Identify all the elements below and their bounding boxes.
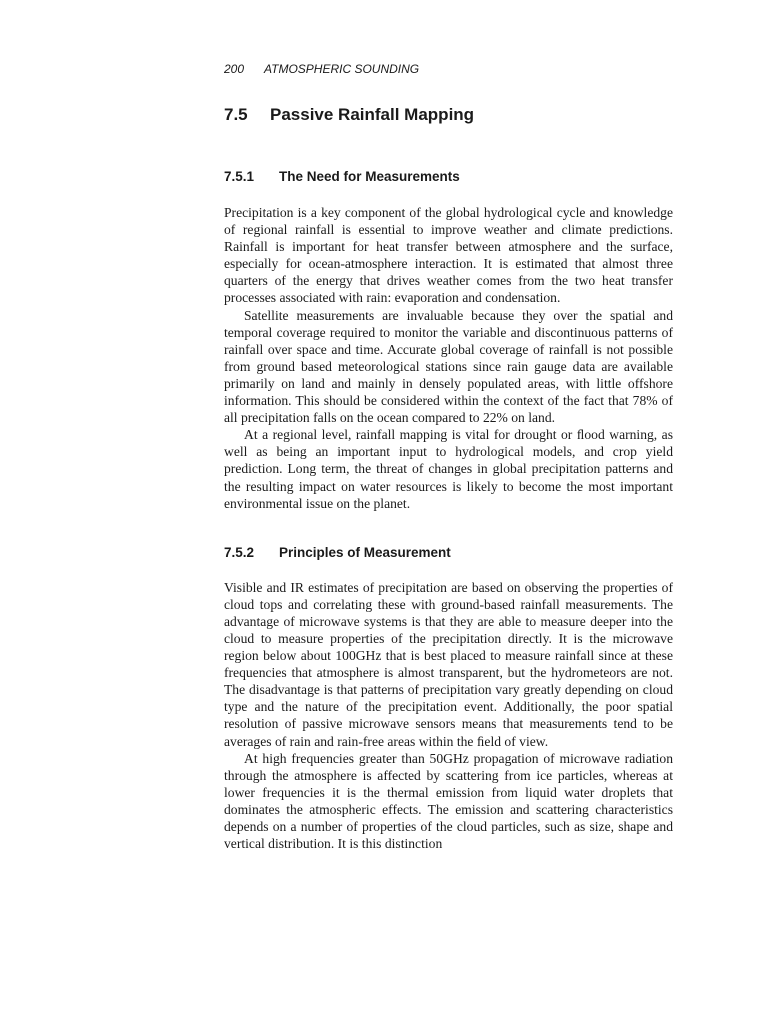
subsection-heading [224,167,673,187]
running-head [224,60,673,78]
paragraph: Precipitation is a key component of the global hydrological cycle and knowledge of regional rainfall is essential to improve weather and climate predictions. Rainfall is important for heat transfer between atmosphere and the surface, especially for ocean-atmosphere interaction. It is estimated that almost three quarters of the energy that drives weather comes from the two heat transfer processes associated with rain: evaporation and condensation. [224,205,673,306]
paragraph: Satellite measurements are invaluable because they over the spatial and temporal coverage required to monitor the variable and discontinuous patterns of rainfall over space and time. Accurate global coverage of rainfall is not possible from ground based meteorological stations since rain gauge data are available primarily on land and mainly in densely populated areas, with little offshore information. This should be considered within the context of the fact that 78% of all precipitation falls on the ocean compared to 22% on land. [224,307,673,426]
page-number: 200 [224,62,245,76]
section-title: Passive Rainfall Mapping [270,105,475,124]
paragraph: Visible and IR estimates of precipitation are based on observing the properties of cloud tops and correlating these with ground-based rainfall measurements. The advantage of microwave systems is that they are able to measure deeper into the cloud to measure properties of the precipitation directly. It is the microwave region below about 100GHz that is best placed to measure rainfall since at these frequencies that atmosphere is almost transparent, but the hydrometeors are not. The disadvantage is that patterns of precipitation vary greatly depending on cloud type and the nature of the precipitation event. Additionally, the poor spatial resolution of passive microwave sensors means that measurements tend to be averages of rain and rain-free areas within the ﬁeld of view. [224,579,673,749]
subsection-number: 7.5.2 [224,544,255,560]
subsection-title: The Need for Measurements [279,169,460,184]
document-page [224,60,673,852]
subsection-number: 7.5.1 [224,169,255,184]
section-heading [224,103,673,127]
subsection-title: Principles of Measurement [279,544,451,560]
section-number: 7.5 [224,105,248,124]
running-head-title: ATMOSPHERIC SOUNDING [264,62,420,76]
subsection-body [224,579,673,853]
subsection-heading [224,543,673,563]
paragraph: At a regional level, rainfall mapping is vital for drought or ﬂood warning, as well as being an important input to hydrological models, and crop yield prediction. Long term, the threat of changes in global precipitation patterns and the resulting impact on water resources is likely to become the most important environmental issue on the planet. [224,427,673,511]
paragraph: At high frequencies greater than 50GHz propagation of microwave radiation through the atmosphere is affected by scattering from ice particles, whereas at lower frequencies it is the thermal emission from liquid water droplets that dominates the atmospheric effects. The emission and scattering characteristics depends on a number of properties of the cloud particles, such as size, shape and vertical distribution. It is this distinction [224,750,673,852]
subsection-body [224,204,673,512]
